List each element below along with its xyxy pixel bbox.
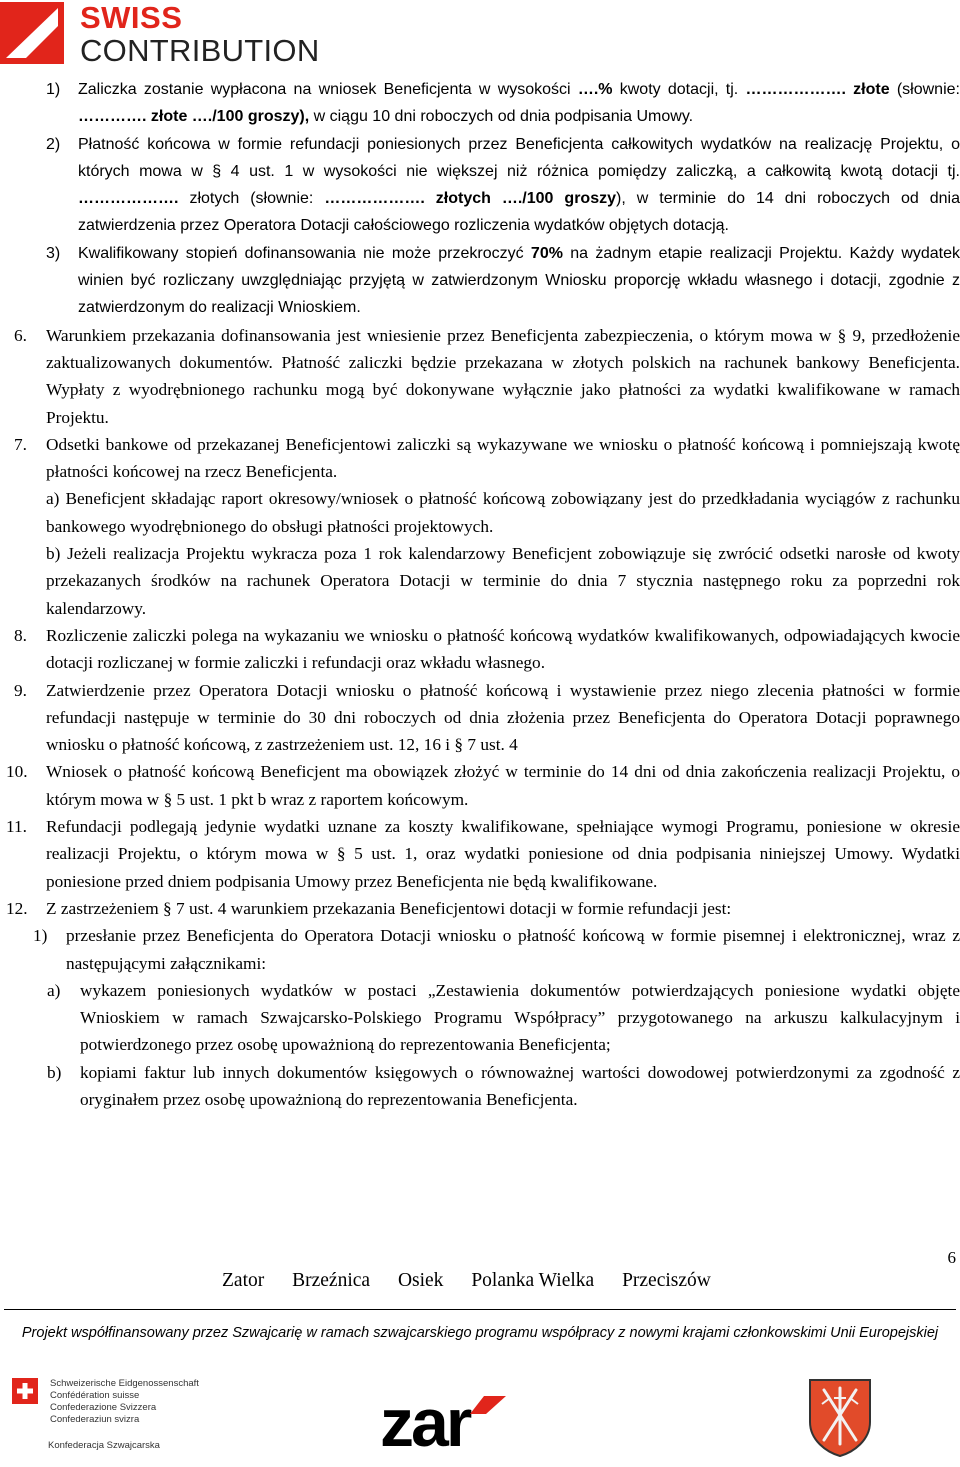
list-number: 2) xyxy=(46,135,61,153)
paragraph-8: 8. Rozliczenie zaliczki polega na wykazaniu we wniosku o płatność końcową wydatków kwalifikowanych, odpowiadających kwocie dotacji rozliczanej w formie zaliczki i refundacji oraz wkładu własnego. xyxy=(0,622,960,677)
swiss-official-names: Schweizerische Eidgenossenschaft Confédération suisse Confederazione Svizzera Confederaziun svizra xyxy=(50,1378,199,1425)
paragraph-7a: a) Beneficjent składając raport okresowy/wniosek o płatność końcową zobowiązany jest do przedkładania wyciągów z rachunku bankowego wyodrębnionego do obsługi płatności projektowych. xyxy=(46,489,960,536)
paragraph-number: 12. xyxy=(6,898,28,918)
zar-logo-text: zar xyxy=(380,1388,470,1458)
town-list xyxy=(222,1270,734,1292)
swiss-contribution-logo-mark xyxy=(0,2,64,64)
paragraph-12-item-b: b) kopiami faktur lub innych dokumentów księgowych o równoważnej wartości dowodowej potwierdzonymi za zgodność z oryginałem przez osobę upoważnioną do reprezentowania Beneficjenta. xyxy=(0,1059,960,1114)
document-body xyxy=(0,76,960,1113)
paragraph-10: 10. Wniosek o płatność końcową Beneficjent ma obowiązek złożyć w terminie do 14 dni od dnia zakończenia realizacji Projektu, o którym mowa w § 5 ust. 1 pkt b wraz z raportem końcowym. xyxy=(0,758,960,813)
list-letter: a) xyxy=(47,980,61,1000)
list-letter: b) xyxy=(47,1062,62,1082)
list-item-1: 1) Zaliczka zostanie wypłacona na wniosek Beneficjenta w wysokości ….% kwoty dotacji, tj. ………………. złote (słownie: …………. złote …./100 groszy), w ciągu 10 dni roboczych od dnia podpisania Umowy. xyxy=(0,76,960,131)
paragraph-7: 7. Odsetki bankowe od przekazanej Beneficjentowi zaliczki są wykazywane we wniosku o płatność końcową i pomniejszają kwotę płatności końcowej na rzecz Beneficjenta. xyxy=(0,431,960,486)
list-item-2: 2) Płatność końcowa w formie refundacji poniesionych przez Beneficjenta całkowitych wydatków na realizację Projektu, o których mowa w § 4 ust. 1 w wysokości nie większej niż różnica pomiędzy zaliczką, a całkowitą kwotą dotacji tj. ………………. złotych (słownie: ………………. złotych …./100 groszy), w terminie do 14 dni roboczych od dnia zatwierdzenia przez Operatora Dotacji całościowego rozliczenia wydatków objętych dotacją. xyxy=(0,131,960,240)
list-item-3: 3) Kwalifikowany stopień dofinansowania nie może przekroczyć 70% na żadnym etapie realizacji Projektu. Każdy wydatek winien być rozliczany uwzględniając przyjętą w zatwierdzonym Wniosku proporcję wkładu własnego i dotacji, zgodnie z zatwierdzonym do realizacji Wnioskiem. xyxy=(0,240,960,322)
paragraph-9: 9. Zatwierdzenie przez Operatora Dotacji wniosku o płatność końcową i wystawienie przez niego zlecenia płatności w formie refundacji następuje w terminie do 30 dni roboczych od dnia złożenia przez Beneficjenta do Operatora Dotacji poprawnego wniosku o płatność końcową, z zastrzeżeniem ust. 12, 16 i § 7 ust. 4 xyxy=(0,677,960,759)
town-name: Brzeźnica xyxy=(292,1270,371,1291)
swiss-name-polish: Konfederacja Szwajcarska xyxy=(48,1440,160,1451)
logo-line2: CONTRIBUTION xyxy=(80,33,320,68)
swiss-flag-icon xyxy=(12,1378,38,1404)
paragraph-number: 8. xyxy=(14,625,27,645)
list-number: 1) xyxy=(46,81,61,98)
list-number: 3) xyxy=(46,244,61,262)
header xyxy=(0,0,400,70)
page-number: 6 xyxy=(947,1248,956,1267)
town-name: Zator xyxy=(222,1270,265,1291)
swiss-contribution-logo-text xyxy=(80,2,320,66)
paragraph-12-item-a: a) wykazem poniesionych wydatków w postaci „Zestawienia dokumentów potwierdzających poniesione wydatki objęte Wnioskiem w ramach Szwajcarsko-Polskiego Programu Współpracy” przygotowanego na arkuszu kalkulacyjnym i potwierdzonego przez osobę upoważnioną do reprezentowania Beneficjenta; xyxy=(0,977,960,1059)
project-cofinancing-note: Projekt współfinansowany przez Szwajcarię w ramach szwajcarskiego programu współpracy z nowymi krajami członkowskimi Unii Europejskiej xyxy=(21,1325,939,1341)
paragraph-12-item-1: 1) przesłanie przez Beneficjenta do Operatora Dotacji wniosku o płatność końcową w formie pisemnej i elektronicznej, wraz z następującymi załącznikami: xyxy=(0,922,960,977)
paragraph-number: 7. xyxy=(14,434,27,454)
town-name: Polanka Wielka xyxy=(471,1270,595,1291)
paragraph-number: 9. xyxy=(14,680,27,700)
paragraph-number: 6. xyxy=(14,325,27,345)
paragraph-number: 11. xyxy=(6,817,27,837)
zar-logo xyxy=(380,1388,540,1458)
paragraph-11: 11. Refundacji podlegają jedynie wydatki uznane za koszty kwalifikowane, spełniające wymogi Programu, poniesione w okresie realizacji Projektu, o którym mowa w § 5 ust. 1, oraz wydatki poniesione od dnia podpisania niniejszej Umowy. Wydatki poniesione przed dniem podpisania Umowy przez Beneficjenta nie będą kwalifikowane. xyxy=(0,813,960,895)
town-name: Osiek xyxy=(397,1270,444,1291)
logo-line1: SWISS xyxy=(80,0,183,35)
swiss-confederation-logo xyxy=(12,1378,212,1453)
paragraph-6: 6. Warunkiem przekazania dofinansowania jest wniesienie przez Beneficjenta zabezpieczenia, o którym mowa w § 9, przedłożenie zaktualizowanych dokumentów. Płatność zaliczki będzie przekazana w złotych polskich na rachunek bankowy Beneficjenta. Wypłaty z wyodrębnionego rachunku mogą być dokonywane wyłącznie jako płatności za wydatki kwalifikowane w ramach Projektu. xyxy=(0,322,960,431)
list-number: 1) xyxy=(33,926,48,946)
footer-divider xyxy=(4,1309,956,1310)
town-name: Przeciszów xyxy=(622,1270,711,1291)
coat-of-arms-icon xyxy=(808,1378,872,1458)
paragraph-number: 10. xyxy=(6,762,28,782)
paragraph-12: 12. Z zastrzeżeniem § 7 ust. 4 warunkiem przekazania Beneficjentowi dotacji w formie refundacji jest: xyxy=(0,895,960,922)
paragraph-7b: b) Jeżeli realizacja Projektu wykracza poza 1 rok kalendarzowy Beneficjent zobowiązuje się zwrócić odsetki narosłe od kwoty przekazanych środków na rachunek Operatora Dotacji w terminie do dnia 7 stycznia następnego roku za poprzedni rok kalendarzowy. xyxy=(46,544,960,618)
